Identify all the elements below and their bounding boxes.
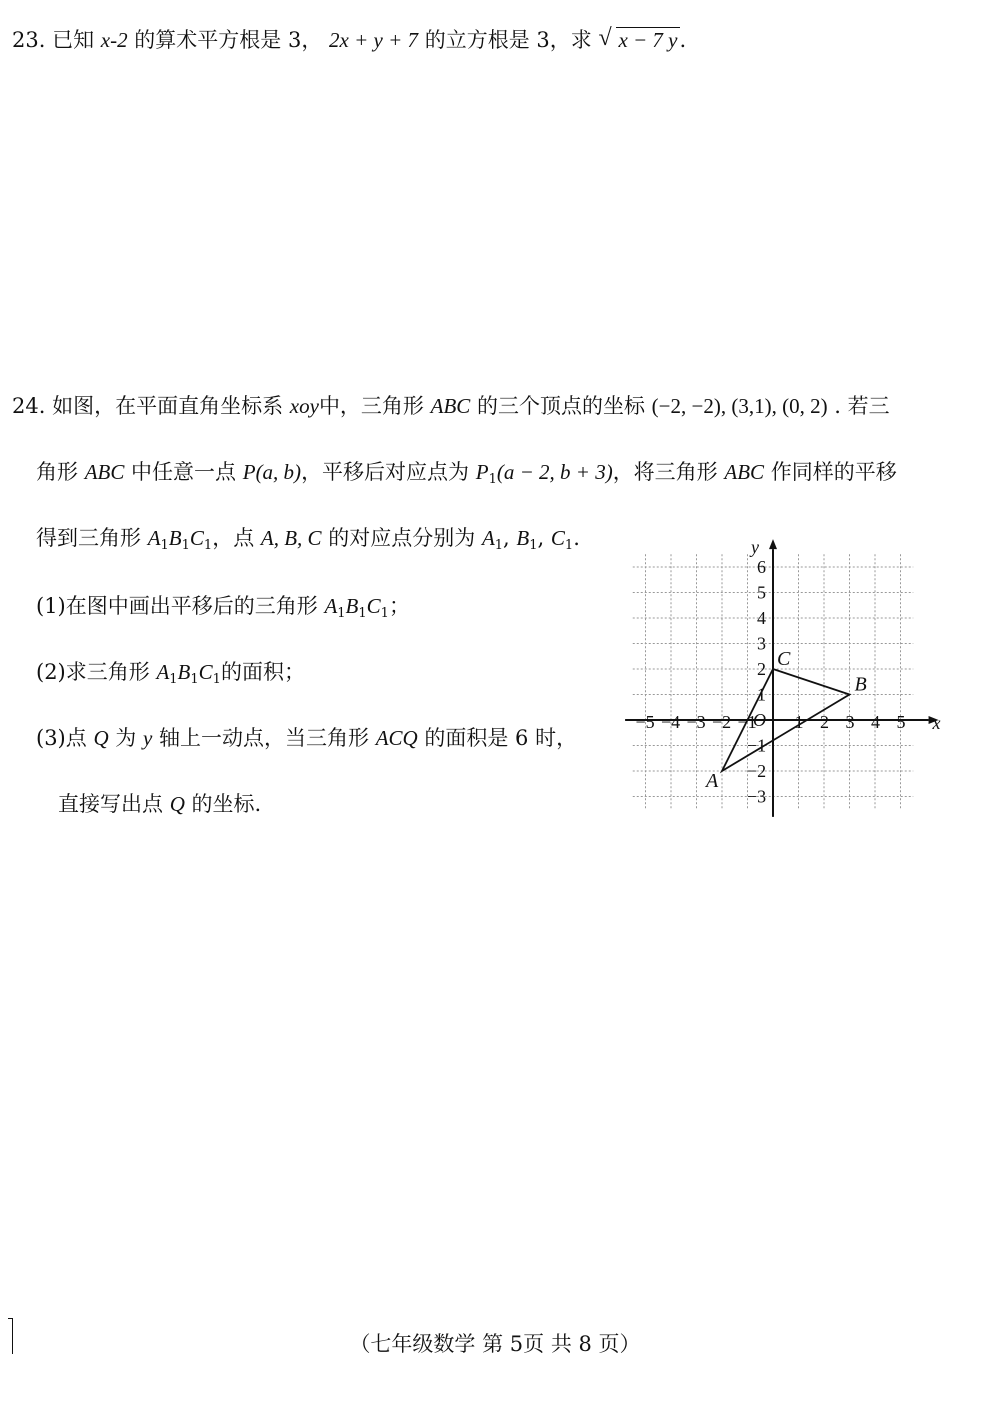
question-text: 已知 <box>52 28 95 52</box>
question-text: 中任意一点 <box>131 460 237 484</box>
math-expression: C <box>189 526 204 550</box>
x-tick-label: −3 <box>686 712 706 732</box>
y-axis-arrow-icon <box>769 539 777 549</box>
subscript: 1 <box>358 606 367 621</box>
y-tick-label: −1 <box>747 735 767 756</box>
x-tick-label: −1 <box>737 712 757 732</box>
y-tick-label: 6 <box>757 557 766 577</box>
y-axis-label: y <box>751 537 759 558</box>
math-expression: A <box>324 594 338 618</box>
question-text: 的对应点分别为 <box>328 526 476 550</box>
subscript: 1 <box>488 472 497 487</box>
math-expression: C <box>198 660 213 684</box>
question-text: 的面积； <box>220 660 305 684</box>
question-text: (3)点 <box>36 726 87 750</box>
math-expression: B <box>345 594 359 618</box>
subscript: 1 <box>337 606 346 621</box>
x-tick-label: −4 <box>661 712 681 732</box>
radical-sign-icon: √ <box>598 25 612 51</box>
question-text: 角形 <box>36 460 78 484</box>
subscript: 1 <box>494 538 504 553</box>
math-expression: B <box>168 526 182 550</box>
math-expression: ABC <box>84 460 125 484</box>
x-tick-label: 5 <box>896 712 906 732</box>
tick-labels <box>636 537 941 806</box>
question-text: 的面积是 6 时， <box>424 726 578 750</box>
math-expression: A <box>481 526 495 550</box>
question-23 <box>12 26 686 54</box>
question-text: 作同样的平移 <box>770 460 897 484</box>
math-expression: A <box>156 660 170 684</box>
question-24-line-1 <box>12 392 890 420</box>
question-text: 得到三角形 <box>36 526 141 550</box>
math-expression: Q <box>169 792 185 816</box>
question-text: 如图，在平面直角坐标系 <box>52 394 284 418</box>
subscript: 1 <box>212 672 221 687</box>
math-expression: ABC <box>724 460 765 484</box>
math-expression: ABC <box>430 394 471 418</box>
subscript: 1 <box>169 672 178 687</box>
question-24-part-3 <box>36 724 577 752</box>
x-tick-label: −2 <box>712 712 732 732</box>
question-number: 23. <box>12 28 46 52</box>
math-expression: P <box>475 460 489 484</box>
punctuation: ； <box>388 594 410 618</box>
subscript: 1 <box>203 538 213 553</box>
punctuation: , <box>537 526 545 550</box>
x-tick-label: 4 <box>871 712 880 732</box>
question-text: ，平移后对应点为 <box>301 460 470 484</box>
question-text: 直接写出点 <box>58 792 163 816</box>
math-expression: B <box>177 660 191 684</box>
question-text: ，将三角形 <box>612 460 718 484</box>
math-expression: x-2 <box>100 28 128 52</box>
question-24-part-2 <box>36 658 305 686</box>
question-text: 中，三角形 <box>318 394 424 418</box>
question-text: 为 <box>115 726 137 750</box>
y-tick-label: 1 <box>757 684 766 705</box>
question-text: ，点 <box>212 526 255 550</box>
question-text: (2)求三角形 <box>36 660 150 684</box>
x-axis-label: x <box>932 713 941 733</box>
question-text: . 若三 <box>834 394 890 418</box>
vertex-label-c: C <box>777 648 791 670</box>
punctuation: . <box>573 526 580 550</box>
math-expression: (a − 2, b + 3) <box>496 460 613 484</box>
math-expression: (−2, −2), (3,1), (0, 2) <box>651 394 828 418</box>
coordinate-plane-figure <box>615 520 945 820</box>
math-expression: 2x + y + 7 <box>329 28 419 52</box>
vertex-label-b: B <box>854 673 867 696</box>
subscript: 1 <box>529 538 538 553</box>
math-expression: P <box>242 460 256 484</box>
question-24-part-3-cont <box>58 790 261 818</box>
math-expression: (a, b) <box>255 460 302 484</box>
subscript: 1 <box>564 538 574 553</box>
page-footer: （七年级数学 第 5页 共 8 页） <box>349 1332 641 1356</box>
math-expression: C <box>550 526 565 550</box>
y-tick-label: 4 <box>757 608 766 628</box>
radicand: x − 7 y <box>618 28 678 52</box>
subscript: 1 <box>380 606 389 621</box>
x-tick-label: 2 <box>820 712 829 732</box>
square-root-expression <box>598 26 679 54</box>
y-tick-label: 2 <box>757 659 766 679</box>
question-24-line-2 <box>36 458 897 486</box>
vertex-label-a: A <box>706 770 719 792</box>
question-text: 的算术平方根是 3， <box>134 28 323 52</box>
x-tick-label: 1 <box>794 712 804 732</box>
math-expression: A <box>147 526 161 550</box>
math-expression: C <box>366 594 381 618</box>
origin-label: O <box>753 710 766 730</box>
y-tick-label: 3 <box>757 633 766 654</box>
axes <box>625 539 938 817</box>
question-24-part-1 <box>36 592 410 620</box>
math-expression: ACQ <box>375 726 418 750</box>
question-text: 的立方根是 3，求 <box>424 28 592 52</box>
x-tick-label: 3 <box>845 712 855 732</box>
subscript: 1 <box>190 672 199 687</box>
question-text: 的三个顶点的坐标 <box>476 394 645 418</box>
y-tick-label: −2 <box>747 761 767 781</box>
question-text: . <box>679 28 687 52</box>
question-number: 24. <box>12 394 46 418</box>
question-text: 轴上一动点，当三角形 <box>159 726 369 750</box>
question-text: (1)在图中画出平移后的三角形 <box>36 594 318 618</box>
question-text: 的坐标. <box>191 792 262 816</box>
x-tick-label: −5 <box>635 712 655 732</box>
punctuation: , <box>503 526 510 550</box>
y-tick-label: 5 <box>757 582 766 603</box>
math-expression: B <box>516 526 530 550</box>
math-expression: xoy <box>289 394 319 418</box>
math-expression: A, B, C <box>260 526 322 550</box>
math-expression: y <box>142 726 153 750</box>
y-tick-label: −3 <box>747 786 767 807</box>
subscript: 1 <box>160 538 169 553</box>
subscript: 1 <box>181 538 190 553</box>
question-24-line-3 <box>36 524 580 552</box>
math-expression: Q <box>93 726 109 750</box>
